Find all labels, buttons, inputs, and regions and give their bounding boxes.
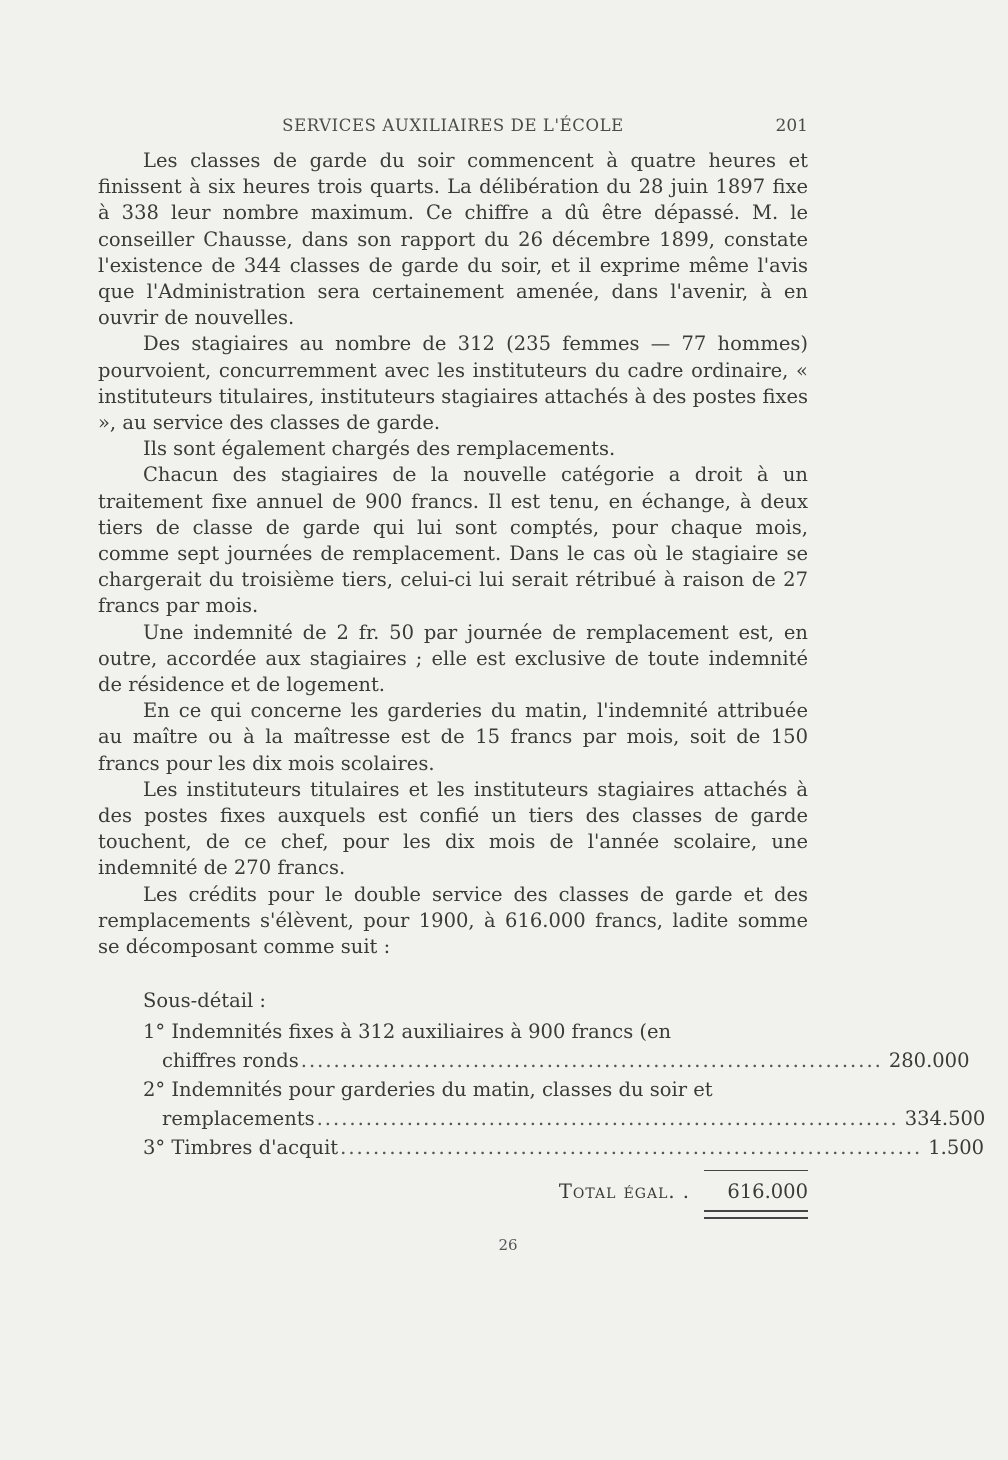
paragraph: Les classes de garde du soir commencent à quatre heures et finissent à six heures trois quarts. La délibération du 28 juin 1897 fixe à 338 leur nombre maximum. Ce chiffre a dû être dépassé. M. le conseiller Chausse, dans son rapport du 26 décembre 1899, constate l'existence de 344 classes de garde du soir, et il exprime même l'avis que l'Administration sera certainement amenée, dans l'avenir, à en ouvrir de nouvelles. (98, 149, 808, 330)
detail-item-amount: 1.500 (928, 1136, 985, 1159)
paragraph: Ils sont également chargés des remplacements. (143, 437, 616, 461)
paragraph: En ce qui concerne les garderies du matin, l'indemnité attribuée au maître ou à la maîtresse est de 15 francs par mois, soit de 150 francs pour les dix mois scolaires. (98, 699, 808, 775)
sum-rule (704, 1170, 808, 1171)
signature-mark: 26 (498, 1236, 518, 1254)
total-amount: 616.000 (727, 1180, 808, 1203)
page-number: 201 (775, 116, 808, 136)
detail-item-text: 3° Timbres d'acquit (143, 1136, 339, 1159)
detail-item (98, 1017, 970, 1075)
paragraph: Des stagiaires au nombre de 312 (235 femmes — 77 hommes) pourvoient, concurremment avec les instituteurs du cadre ordinaire, « instituteurs titulaires, instituteurs stagiaires attachés à des postes fixes », au service des classes de garde. (98, 332, 808, 435)
paragraph: Une indemnité de 2 fr. 50 par journée de remplacement est, en outre, accordée aux stagiaires ; elle est exclusive de toute indemnité de résidence et de logement. (98, 620, 808, 697)
dot-leader: ....................................................................... (340, 1136, 923, 1159)
total-row (98, 1177, 808, 1206)
sub-detail-table (98, 986, 986, 1219)
total-label: Total égal. . (558, 1180, 690, 1203)
total-double-rule (704, 1210, 808, 1219)
body-text (98, 148, 808, 960)
running-title: SERVICES AUXILIAIRES DE L'ÉCOLE (282, 116, 624, 135)
detail-item-text: 2° Indemnités pour garderies du matin, classes du soir et (143, 1078, 713, 1101)
sub-detail-heading: Sous-détail : (143, 989, 266, 1012)
detail-item-text: remplacements (162, 1107, 315, 1130)
paragraph: Les instituteurs titulaires et les instituteurs stagiaires attachés à des postes fixes auxquels est confié un tiers des classes de garde touchent, de ce chef, pour les dix mois de l'année scolaire, une indemnité de 270 francs. (98, 777, 808, 880)
paragraph: Les crédits pour le double service des classes de garde et des remplacements s'élèvent, pour 1900, à 616.000 francs, ladite somme se décomposant comme suit : (98, 882, 808, 959)
detail-item (98, 1075, 986, 1133)
dot-leader: ....................................................................... (316, 1107, 899, 1130)
dot-leader: ....................................................................... (300, 1049, 883, 1072)
detail-item-amount: 280.000 (888, 1049, 970, 1072)
detail-item (98, 1133, 985, 1162)
detail-item-amount: 334.500 (904, 1107, 986, 1130)
detail-item-text: 1° Indemnités fixes à 312 auxiliaires à 900 francs (en (143, 1020, 672, 1043)
running-head (98, 116, 808, 140)
detail-item-text: chiffres ronds (162, 1049, 299, 1072)
paragraph: Chacun des stagiaires de la nouvelle catégorie a droit à un traitement fixe annuel de 900 francs. Il est tenu, en échange, à deux tiers de classe de garde qui lui sont comptés, pour chaque mois, comme sept journées de remplacement. Dans le cas où le stagiaire se chargerait du troisième tiers, celui-ci lui serait rétribué à raison de 27 francs par mois. (98, 463, 808, 618)
